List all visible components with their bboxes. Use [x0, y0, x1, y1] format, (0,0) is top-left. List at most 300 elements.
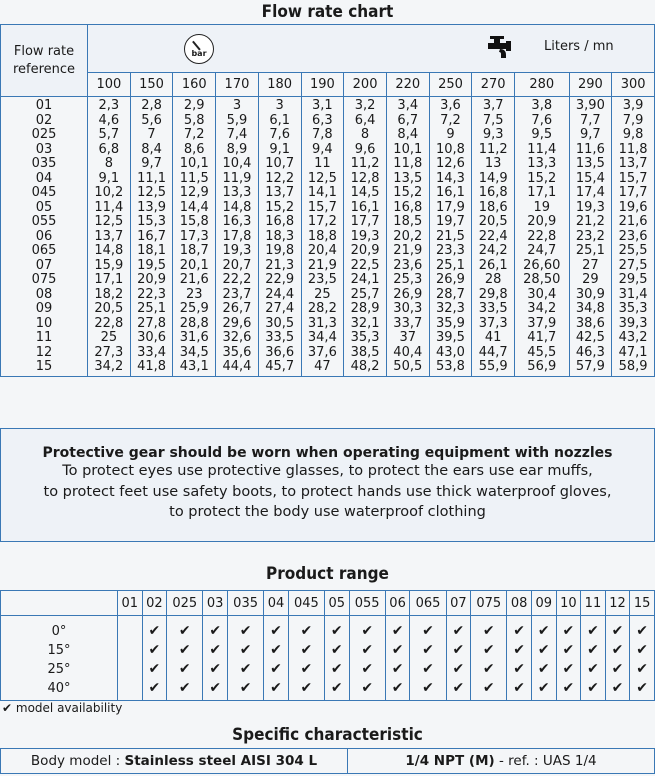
flow-value: 29,6: [222, 315, 252, 331]
flow-value: 24,1: [350, 272, 380, 287]
reference-03: 03: [35, 141, 53, 157]
flow-value: 14,4: [179, 199, 209, 215]
availability-column-12: [605, 616, 630, 701]
flow-value: 41,8: [137, 359, 167, 374]
pressure-header-280: 280: [515, 73, 569, 97]
check-icon: ✔: [178, 661, 191, 677]
flow-value: 39,5: [436, 330, 465, 345]
check-icon: ✔: [587, 661, 599, 677]
flow-value: 47,1: [618, 344, 648, 360]
flow-value: 16,1: [436, 185, 465, 200]
flow-value: 22,9: [265, 272, 295, 287]
availability-column-065: [410, 616, 446, 701]
model-header-055: 055: [349, 591, 385, 616]
model-header-05: 05: [324, 591, 349, 616]
check-icon: ✔: [209, 623, 222, 639]
flow-value: 53,8: [436, 359, 465, 374]
flow-value: 23,3: [436, 243, 465, 258]
flow-value: 12,5: [307, 170, 337, 186]
flow-value: 16,3: [222, 214, 252, 229]
flow-column-200: [344, 97, 387, 377]
flow-value: 22,3: [137, 286, 167, 302]
flow-value: 30,5: [265, 315, 295, 331]
check-icon: ✔: [636, 642, 649, 658]
pressure-header-100: 100: [88, 73, 131, 97]
flow-value: 25,9: [179, 301, 209, 316]
flow-value: 23: [185, 286, 203, 302]
flow-value: 16,8: [265, 214, 295, 229]
flow-value: 26,7: [222, 301, 252, 316]
flow-value: 25: [314, 286, 331, 302]
flow-value: 26,9: [393, 286, 423, 302]
flow-value: 19: [533, 199, 551, 215]
flow-value: 46,3: [575, 344, 605, 360]
flow-value: 38,5: [350, 344, 380, 360]
flow-value: 48,2: [350, 359, 380, 374]
flow-value: 8,6: [183, 141, 205, 157]
check-icon: ✔: [361, 623, 374, 639]
flow-value: 58,9: [618, 359, 648, 374]
availability-column-07: [446, 616, 471, 701]
availability-column-045: [288, 616, 324, 701]
flow-value: 29,8: [478, 286, 508, 302]
angle-column: [1, 616, 118, 701]
specific-characteristic-title: Specific characteristic: [232, 725, 423, 745]
angle-2: 25°: [47, 662, 71, 677]
flow-value: 4,6: [98, 112, 120, 128]
safety-line-1: To protect eyes use protective glasses, to protect the ears use ear muffs,: [62, 463, 593, 479]
reference-09: 09: [35, 301, 53, 316]
check-icon: ✔: [300, 680, 313, 696]
flow-value: 23,2: [575, 228, 605, 244]
flow-value: 25,5: [618, 243, 648, 258]
check-icon: ✔: [300, 642, 313, 658]
flow-value: 10,1: [393, 141, 423, 157]
flow-value: 15,7: [307, 199, 337, 215]
flow-value: 7,4: [226, 127, 248, 142]
flow-value: 25,1: [137, 301, 167, 316]
flow-value: 24,2: [478, 243, 508, 258]
flow-column-250: [429, 97, 472, 377]
availability-column-075: [471, 616, 507, 701]
flow-value: 30,9: [575, 286, 605, 302]
flow-value: 21,3: [265, 257, 295, 273]
flow-value: 21,6: [179, 272, 209, 287]
flow-value: 5,8: [183, 112, 205, 128]
check-icon: ✔: [636, 680, 649, 696]
angle-1: 15°: [47, 643, 71, 658]
model-header-025: 025: [167, 591, 203, 616]
flow-value: 10,8: [436, 141, 465, 157]
check-icon: ✔: [562, 661, 575, 677]
flow-value: 17,2: [307, 214, 337, 229]
flow-value: 11,4: [527, 141, 557, 157]
angle-0: 0°: [51, 624, 67, 639]
flow-rate-title: Flow rate chart: [261, 2, 394, 22]
flow-value: 45,7: [265, 359, 295, 374]
flow-value: 35,6: [222, 344, 252, 360]
flow-value: 35,3: [350, 330, 380, 345]
flow-value: 39,3: [618, 315, 648, 331]
flow-value: 17,4: [575, 185, 605, 200]
model-header-10: 10: [556, 591, 581, 616]
check-icon: ✔: [537, 642, 550, 658]
check-icon: ✔: [178, 642, 191, 658]
check-icon: ✔: [148, 680, 161, 696]
check-icon: ✔: [178, 680, 191, 696]
reference-065: 065: [31, 243, 57, 258]
flow-value: 20,9: [350, 243, 380, 258]
flow-value: 37,9: [527, 315, 557, 331]
flow-value: 37,6: [307, 344, 337, 360]
flow-value: 13,7: [618, 156, 648, 171]
flow-column-170: [216, 97, 259, 377]
flow-value: 15,4: [575, 170, 605, 186]
check-icon: ✔: [300, 623, 313, 639]
reference-075: 075: [31, 272, 57, 287]
flow-value: 8: [360, 127, 370, 142]
body-model-cell: [1, 749, 348, 773]
flow-column-270: [472, 97, 515, 377]
availability-column-03: [203, 616, 228, 701]
flow-value: 28: [484, 272, 502, 287]
flow-value: 30,6: [137, 330, 167, 345]
check-icon: ✔: [513, 680, 526, 696]
flow-value: 47: [314, 359, 331, 374]
availability-column-02: [142, 616, 167, 701]
reference-text: - ref. : UAS 1/4: [494, 753, 597, 769]
check-icon: ✔: [452, 680, 465, 696]
flow-value: 28,7: [436, 286, 465, 302]
flow-value: 13: [484, 156, 502, 171]
check-icon: ✔: [513, 661, 526, 677]
availability-column-01: [118, 616, 143, 701]
check-icon: ✔: [239, 661, 252, 677]
model-header-06: 06: [385, 591, 410, 616]
check-icon: ✔: [587, 680, 599, 696]
check-icon: ✔: [330, 661, 343, 677]
flow-value: 19,8: [265, 243, 295, 258]
flow-value: 12,2: [265, 170, 295, 186]
flow-value: 16,7: [137, 228, 167, 244]
flow-value: 15,2: [265, 199, 295, 215]
flow-value: 18,3: [265, 228, 295, 244]
flow-value: 33,5: [265, 330, 295, 345]
check-icon: ✔: [513, 642, 526, 658]
flow-value: 11,9: [222, 170, 252, 186]
flow-value: 8: [104, 156, 113, 171]
check-icon: ✔: [537, 680, 550, 696]
flow-value: 14,9: [478, 170, 508, 186]
flow-value: 15,2: [393, 185, 423, 200]
flow-value: 7,6: [531, 112, 553, 128]
flow-value: 13,5: [393, 170, 423, 186]
flow-value: 19,7: [436, 214, 465, 229]
flow-value: 10,2: [94, 185, 124, 200]
check-icon: ✔: [391, 680, 404, 696]
flow-rate-reference-header: Flow rate reference: [1, 25, 88, 97]
flow-value: 56,9: [527, 359, 557, 374]
flow-value: 16,1: [350, 199, 380, 215]
flow-column-280: [515, 97, 569, 377]
flow-value: 9,5: [531, 127, 553, 142]
check-icon: ✔: [391, 661, 404, 677]
flow-value: 3,90: [575, 98, 605, 113]
product-range-table: [0, 590, 655, 701]
flow-value: 33,5: [478, 301, 508, 316]
flow-value: 17,3: [179, 228, 209, 244]
flow-value: 8,4: [397, 127, 419, 142]
model-header-035: 035: [227, 591, 263, 616]
flow-value: 18,7: [179, 243, 209, 258]
flow-value: 7: [147, 127, 156, 142]
flow-value: 6,3: [312, 112, 333, 128]
check-icon: ✔: [537, 661, 550, 677]
flow-value: 17,9: [436, 199, 465, 215]
reference-15: 15: [35, 359, 53, 374]
flow-value: 6,7: [397, 112, 419, 128]
reference-05: 05: [35, 199, 53, 215]
check-icon: ✔: [611, 642, 624, 658]
flow-value: 29,5: [618, 272, 648, 287]
availability-column-025: [167, 616, 203, 701]
flow-value: 9,1: [269, 141, 290, 157]
flow-value: 3,7: [482, 98, 504, 113]
angle-3: 40°: [47, 681, 71, 696]
flow-value: 3,1: [312, 98, 333, 113]
pressure-header-290: 290: [569, 73, 612, 97]
flow-value: 25,7: [350, 286, 380, 302]
flow-value: 34,8: [575, 301, 605, 316]
flow-value: 28,2: [307, 301, 337, 316]
pressure-gauge-icon: bar: [184, 34, 214, 64]
flow-value: 22,8: [94, 315, 124, 331]
reference-04: 04: [35, 170, 53, 186]
flow-value: 17,8: [222, 228, 252, 244]
flow-value: 2,3: [98, 98, 120, 113]
flow-value: 22,2: [222, 272, 252, 287]
flow-value: 8,4: [141, 141, 162, 157]
flow-value: 11,6: [575, 141, 605, 157]
model-header-075: 075: [471, 591, 507, 616]
model-header-07: 07: [446, 591, 471, 616]
flow-value: 14,1: [307, 185, 337, 200]
body-model-label: Body model :: [30, 753, 125, 769]
check-icon: ✔: [562, 642, 575, 658]
flow-value: 25,1: [436, 257, 465, 273]
check-icon: ✔: [361, 661, 374, 677]
flow-value: 18,5: [393, 214, 423, 229]
flow-value: 45,5: [527, 344, 557, 360]
flow-value: 12,9: [179, 185, 209, 200]
empty-cell: [118, 679, 142, 698]
flow-value: 5,9: [226, 112, 248, 128]
flow-value: 27,5: [618, 257, 648, 273]
availability-column-035: [227, 616, 263, 701]
flow-value: 20,5: [478, 214, 508, 229]
flow-value: 7,9: [622, 112, 644, 128]
reference-035: 035: [31, 156, 57, 171]
flow-value: 3: [275, 98, 284, 113]
reference-11: 11: [35, 330, 53, 345]
flow-value: 32,1: [350, 315, 380, 331]
flow-value: 31,3: [307, 315, 337, 331]
flow-value: 3,8: [531, 98, 553, 113]
empty-cell: [118, 641, 142, 660]
flow-value: 11,5: [179, 170, 209, 186]
flow-value: 6,1: [269, 112, 290, 128]
flow-value: 34,2: [527, 301, 557, 316]
flow-value: 41,7: [527, 330, 557, 345]
flow-value: 22,5: [350, 257, 380, 273]
flow-value: 28,9: [350, 301, 380, 316]
flow-value: 3,4: [397, 98, 419, 113]
model-header-09: 09: [531, 591, 556, 616]
flow-value: 7,2: [440, 112, 461, 128]
flow-value: 44,4: [222, 359, 252, 374]
flow-value: 18,6: [478, 199, 508, 215]
flow-value: 50,5: [393, 359, 423, 374]
check-icon: ✔: [611, 680, 624, 696]
flow-value: 10,1: [179, 156, 209, 171]
check-icon: ✔: [148, 661, 161, 677]
flow-value: 12,8: [350, 170, 380, 186]
flow-value: 7,7: [580, 112, 601, 128]
flow-value: 23,6: [618, 228, 648, 244]
check-icon: ✔: [587, 642, 599, 658]
flow-value: 20,5: [94, 301, 124, 316]
flow-value: 3: [232, 98, 242, 113]
flow-column-190: [301, 97, 344, 377]
check-icon: ✔: [482, 623, 495, 639]
flow-value: 37,3: [478, 315, 508, 331]
flow-value: 16,8: [478, 185, 508, 200]
flow-value: 22,8: [527, 228, 557, 244]
check-icon: ✔: [178, 623, 191, 639]
flow-value: 26,9: [436, 272, 465, 287]
flow-value: 55,9: [478, 359, 508, 374]
flow-value: 34,4: [307, 330, 337, 345]
check-icon: ✔: [361, 680, 374, 696]
flow-value: 11,2: [350, 156, 380, 171]
flow-value: 3,9: [622, 98, 644, 113]
flow-value: 33,4: [137, 344, 167, 360]
flow-value: 2,8: [141, 98, 162, 113]
flow-value: 32,3: [436, 301, 465, 316]
flow-value: 15,8: [179, 214, 209, 229]
empty-cell: [118, 622, 142, 641]
availability-column-10: [556, 616, 581, 701]
availability-column-06: [385, 616, 410, 701]
flow-value: 10,7: [265, 156, 295, 171]
flow-value: 17,7: [618, 185, 648, 200]
flow-value: 16,8: [393, 199, 423, 215]
flow-value: 37: [399, 330, 417, 345]
model-header-045: 045: [288, 591, 324, 616]
check-icon: ✔: [239, 642, 252, 658]
flow-value: 6,4: [354, 112, 376, 128]
check-icon: ✔: [422, 642, 434, 658]
flow-value: 35,9: [436, 315, 465, 331]
check-icon: ✔: [452, 661, 465, 677]
check-icon: ✔: [636, 623, 649, 639]
flow-value: 29: [582, 272, 599, 287]
flow-column-220: [386, 97, 429, 377]
check-icon: ✔: [422, 680, 434, 696]
flow-value: 11,8: [393, 156, 423, 171]
safety-line-2: to protect feet use safety boots, to protect hands use thick waterproof gloves,: [43, 483, 612, 500]
flow-value: 9,4: [312, 141, 333, 157]
reference-12: 12: [35, 344, 53, 360]
flow-value: 14,8: [94, 243, 124, 258]
model-header-11: 11: [581, 591, 606, 616]
pressure-header-270: 270: [472, 73, 515, 97]
legend-label: model availability: [15, 701, 123, 715]
safety-notice: [0, 428, 655, 542]
flow-column-150: [130, 97, 173, 377]
flow-value: 11,4: [94, 199, 124, 215]
flow-value: 44,7: [478, 344, 508, 360]
availability-column-11: [581, 616, 606, 701]
flow-value: 5,6: [141, 112, 162, 128]
check-icon: ✔: [422, 623, 434, 639]
flow-value: 21,9: [393, 243, 423, 258]
flow-value: 23,6: [393, 257, 423, 273]
reference-02: 02: [35, 112, 53, 128]
flow-value: 13,3: [527, 156, 557, 171]
flow-value: 7,2: [183, 127, 205, 142]
flow-value: 38,6: [575, 315, 605, 331]
reference-10: 10: [35, 315, 53, 331]
flow-value: 24,4: [265, 286, 295, 302]
flow-rate-table: [0, 24, 655, 377]
flow-value: 32,6: [222, 330, 252, 345]
check-icon: ✔: [2, 701, 13, 715]
check-icon: ✔: [537, 623, 550, 639]
model-header-01: 01: [118, 591, 143, 616]
flow-value: 11,1: [137, 170, 167, 186]
check-icon: ✔: [270, 661, 282, 677]
flow-value: 9,1: [98, 170, 120, 186]
flow-value: 25: [100, 330, 118, 345]
flow-value: 13,9: [137, 199, 167, 215]
flow-value: 11,2: [478, 141, 508, 157]
flow-value: 19,3: [350, 228, 380, 244]
flow-value: 7,6: [269, 127, 290, 142]
availability-column-09: [531, 616, 556, 701]
corner-cell: [1, 591, 118, 616]
check-icon: ✔: [482, 642, 495, 658]
flow-value: 15,3: [137, 214, 167, 229]
check-icon: ✔: [148, 642, 161, 658]
flow-value: 15,2: [527, 170, 557, 186]
check-icon: ✔: [391, 642, 404, 658]
safety-title: Protective gear should be worn when operating equipment with nozzles: [42, 445, 613, 461]
check-icon: ✔: [270, 623, 282, 639]
model-header-15: 15: [630, 591, 655, 616]
flow-value: 17,1: [94, 272, 124, 287]
check-icon: ✔: [452, 642, 465, 658]
pressure-units-header: [88, 25, 655, 73]
flow-value: 14,8: [222, 199, 252, 215]
availability-column-055: [349, 616, 385, 701]
flow-value: 30,3: [393, 301, 423, 316]
check-icon: ✔: [562, 680, 575, 696]
flow-value: 36,6: [265, 344, 295, 360]
pressure-header-150: 150: [130, 73, 173, 97]
flow-value: 18,1: [137, 243, 167, 258]
flow-value: 43,2: [618, 330, 648, 345]
